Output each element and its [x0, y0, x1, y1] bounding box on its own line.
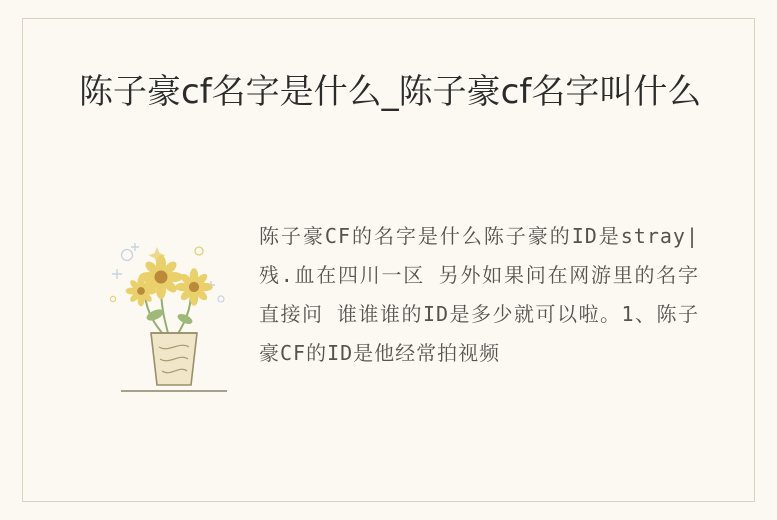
page-title: 陈子豪cf名字是什么_陈子豪cf名字叫什么: [79, 72, 702, 112]
article-body: [79, 217, 719, 477]
article-content: [79, 69, 706, 461]
flower-vase-illustration: [99, 229, 249, 409]
article-paragraph: 陈子豪CF的名字是什么陈子豪的ID是stray|残.血在四川一区 另外如果问在网游里的名字直接问 谁谁谁的ID是多少就可以啦。1、陈子豪CF的ID是他经常拍视频: [259, 224, 699, 365]
content-frame: [22, 18, 755, 502]
